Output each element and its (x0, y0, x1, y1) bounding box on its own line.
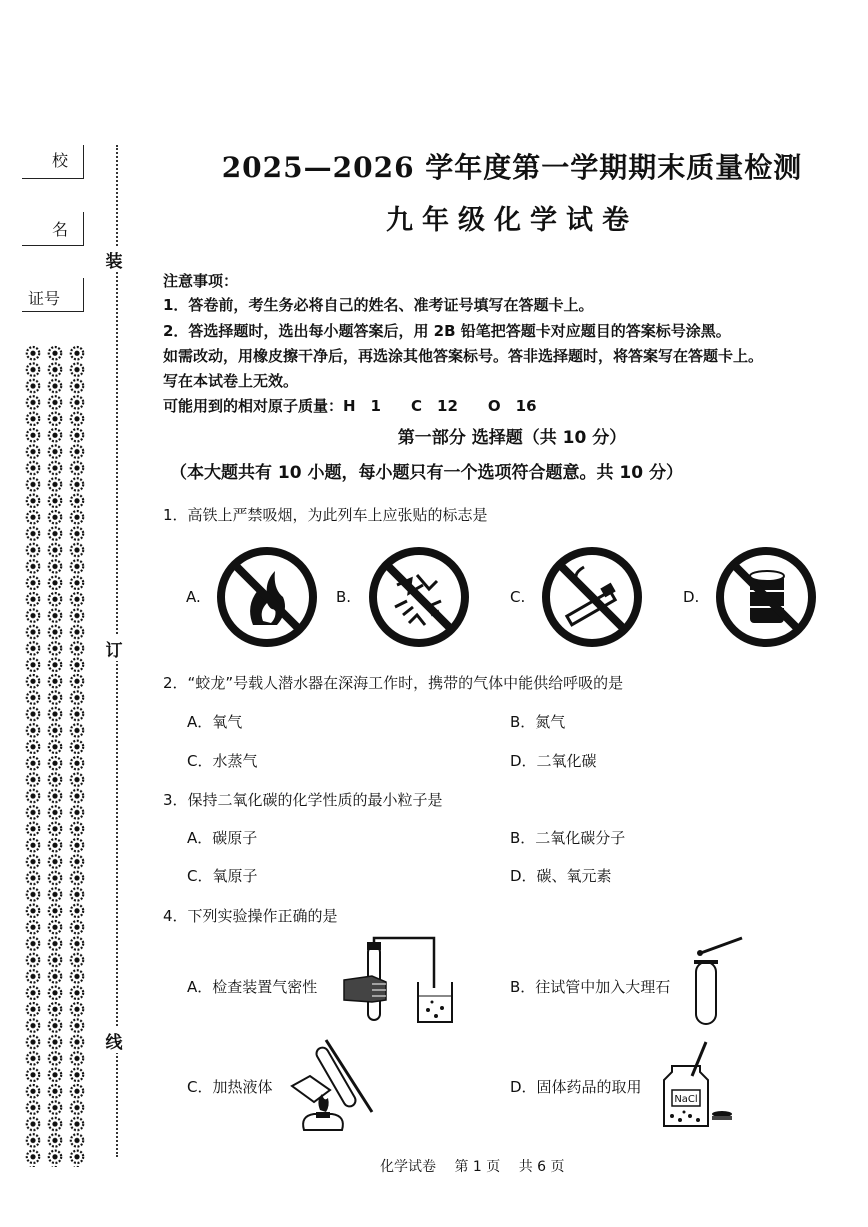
q3-option-b[interactable]: B．二氧化碳分子 (510, 829, 626, 847)
solid-reagent-taking-icon (660, 1040, 734, 1130)
binding-mark-zhuang: 装 (103, 247, 125, 272)
part-one-note: （本大题共有 10 小题，每小题只有一个选项符合题意。共 10 分） (170, 463, 683, 483)
atomic-mass-line: 可能用到的相对原子质量：H 1 C 12 O 16 (163, 397, 537, 415)
page-footer (380, 1156, 579, 1176)
add-marble-to-tube-icon (684, 934, 750, 1030)
q3-option-c[interactable]: C．氧原子 (187, 867, 258, 885)
binding-mark-ding: 订 (103, 636, 125, 661)
decorative-border (22, 345, 88, 1167)
q2-option-c[interactable]: C．水蒸气 (187, 752, 258, 770)
school-field-label: 校 (52, 151, 69, 170)
nacl-label: NaCl (674, 1094, 698, 1105)
exam-subtitle: 九年级化学试卷 (386, 205, 638, 236)
q4-option-d[interactable]: D．固体药品的取用 (510, 1078, 642, 1096)
note-item: 如需改动，用橡皮擦干净后，再选涂其他答案标号。答非选择题时，将答案写在答题卡上。 (163, 347, 764, 365)
question-3-stem: 3．保持二氧化碳的化学性质的最小粒子是 (163, 791, 443, 809)
question-4-stem: 4．下列实验操作正确的是 (163, 907, 338, 925)
no-smoking-icon (540, 545, 644, 649)
footer-subject: 化学试卷 (380, 1159, 436, 1175)
q1-option-b-label[interactable]: B. (336, 588, 352, 606)
q4-option-c[interactable]: C．加热液体 (187, 1078, 273, 1096)
q3-option-d[interactable]: D．碳、氧元素 (510, 867, 612, 885)
q2-option-b[interactable]: B．氮气 (510, 713, 566, 731)
note-item: 写在本试卷上无效。 (163, 372, 299, 390)
part-one-title: 第一部分 选择题（共 10 分） (397, 428, 627, 448)
id-field-label: 证号 (28, 289, 61, 308)
no-fire-icon (215, 545, 319, 649)
q1-option-a-label[interactable]: A. (186, 588, 201, 606)
no-fireworks-icon (367, 545, 471, 649)
name-field-label: 名 (52, 220, 69, 239)
q2-option-d[interactable]: D．二氧化碳 (510, 752, 597, 770)
exam-title: 2025—2026 学年度第一学期期末质量检测 (221, 151, 803, 184)
note-item: 1．答卷前，考生务必将自己的姓名、准考证号填写在答题卡上。 (163, 296, 594, 314)
q4-option-b[interactable]: B．往试管中加入大理石 (510, 978, 671, 996)
q4-option-a[interactable]: A．检查装置气密性 (187, 978, 318, 996)
question-2-stem: 2．“蛟龙”号载人潜水器在深海工作时，携带的气体中能供给呼吸的是 (163, 674, 624, 692)
binding-mark-xian: 线 (103, 1028, 125, 1053)
q3-option-a[interactable]: A．碳原子 (187, 829, 258, 847)
heating-liquid-icon (286, 1030, 384, 1134)
q2-option-a[interactable]: A．氧气 (187, 713, 243, 731)
notes-heading: 注意事项： (163, 272, 239, 290)
airtightness-check-icon (342, 936, 464, 1028)
note-item: 2．答选择题时，选出每小题答案后，用 2B 铅笔把答题卡对应题目的答案标号涂黑。 (163, 322, 731, 340)
footer-page-number: 第 1 页 (454, 1159, 501, 1175)
no-barrel-icon (714, 545, 818, 649)
q1-option-d-label[interactable]: D. (683, 588, 700, 606)
question-1-stem: 1．高铁上严禁吸烟，为此列车上应张贴的标志是 (163, 506, 488, 524)
q1-option-c-label[interactable]: C. (510, 588, 526, 606)
footer-total-pages: 共 6 页 (518, 1159, 565, 1175)
